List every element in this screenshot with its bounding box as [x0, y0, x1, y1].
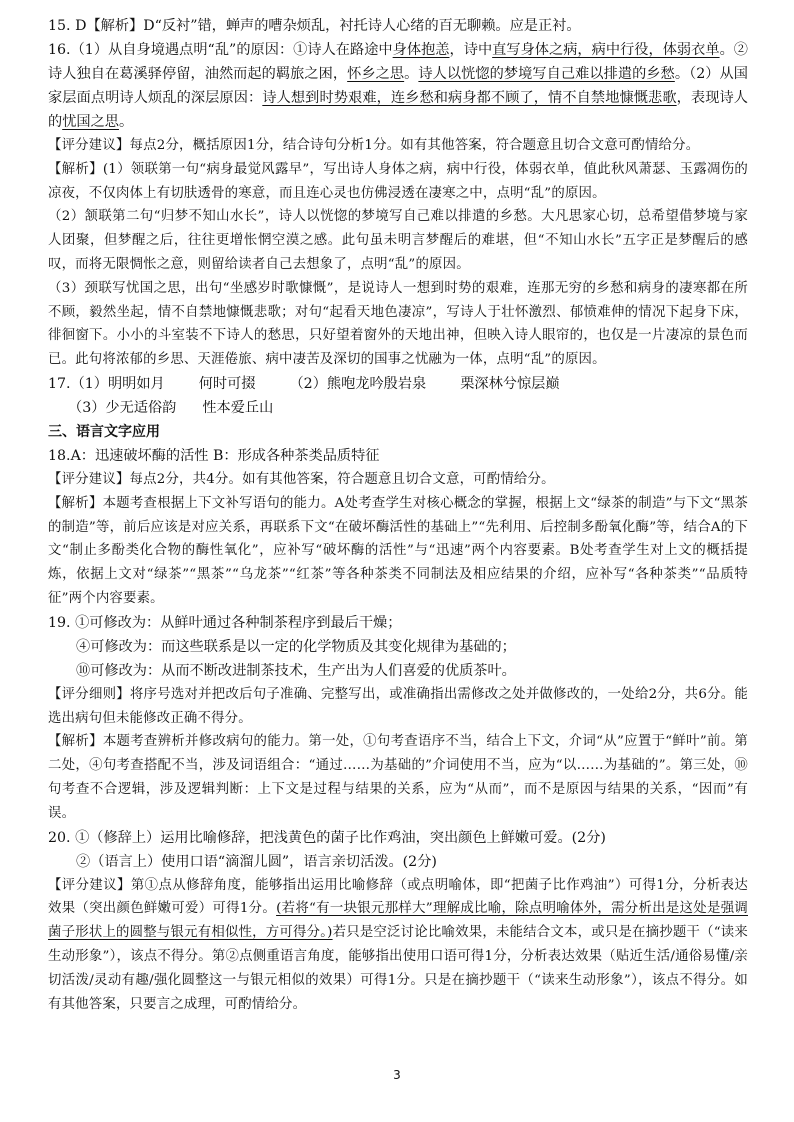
underlined-text: 身体抱恙 [392, 42, 450, 58]
answer-page [48, 14, 748, 1016]
q19-analysis: 【解析】本题考查辨析并修改病句的能力。第一处，①句考查语序不当，结合上下文，介词“从”应置于“鲜叶”前。第二处，④句考查搭配不当，涉及词语组合：“通过……为基础的”介词使用不当，应为“以……为基础的”。第三处，⑩句考查不合逻辑，涉及逻辑判断：上下文是过程与结果的关系，应为“从而”，而不是原因与结果的关系，“因而”有误。 [48, 734, 748, 821]
underlined-text: 诗人以恍惚的梦境写自己难以排遣的乡愁 [418, 66, 675, 82]
text: ，表现诗人的 [48, 90, 748, 130]
q15-answer: 15. D【解析】D“反衬”错，蝉声的嘈杂烦乱，衬托诗人心绪的百无聊赖。应是正衬。 [48, 18, 581, 34]
q16-analysis-2: （2）颔联第二句“归梦不知山水长”，诗人以恍惚的梦境写自己难以排遣的乡愁。大凡思家心切，总希望借梦境与家人团聚，但梦醒之后，往往更增怅惘空漠之感。此句虽未明言梦醒后的难堪，但“不知山水长”五字正是梦醒后的感叹，而将无限惆怅之意，则留给读者自己去想象了，点明“乱”的原因。 [48, 209, 748, 272]
q17-line-2 [48, 396, 748, 420]
page-number: 3 [393, 1068, 401, 1082]
text: 17.（1）明明如月 [48, 375, 165, 392]
text: 何时可掇 [198, 375, 256, 392]
q19-line-1: 19. ①可修改为：从鲜叶通过各种制茶程序到最后干燥； [48, 614, 402, 631]
q16-analysis-1: 【解析】(1）领联第一句“病身最觉风露早”，写出诗人身体之病，病中行役，体弱衣单，值此秋风萧瑟、玉露凋伤的凉夜，不仅肉体上有切肤透骨的寒意，而且连心灵也仿佛浸透在凄寒之中，点明“乱”的原因。 [48, 161, 748, 201]
q18-analysis: 【解析】本题考查根据上下文补写语句的能力。A处考查学生对核心概念的掌握，根据上文“绿茶的制造”与下文“黑茶的制造”等，前后应该是对应关系，再联系下文“在破坏酶活性的基础上”“先利用、后控制多酚氧化酶”等，结合A的下文“制止多酚类化合物的酶性氧化”，应补写“破坏酶的活性”与“迅速”两个内容要素。B处考查学生对上文的概括提炼，依据上文对“绿茶”“黑茶”“乌龙茶”“红茶”等各种茶类不同制法及相应结果的介绍，应补写“各种茶类”“品质特征”两个内容要素。 [48, 495, 748, 606]
text: （2）熊咆龙吟殷岩泉 [289, 375, 427, 392]
text: ，诗中 [449, 42, 493, 58]
q16-answer [48, 38, 748, 134]
text: （3）少无适俗韵 [68, 399, 177, 416]
underlined-text: (若将“有一块银元那样大”理解成比喻，除点明喻体外，需分析出是这处是强调菌子形状上的圆整与银元有相似性，方可得分。) [48, 901, 748, 941]
underlined-text: 忧国之思 [62, 114, 119, 130]
section-heading: 三、语言文字应用 [48, 423, 160, 440]
text: 。（2）从国家层面点明诗人烦乱的深层原因： [48, 66, 748, 106]
q17-line-1 [48, 372, 748, 396]
q18-answer: 18.A：迅速破坏酶的活性 B：形成各种茶类品质特征 [48, 447, 380, 464]
text: 。 [118, 114, 134, 130]
text: 性本爱丘山 [202, 399, 274, 416]
text: 。 [404, 66, 419, 82]
q16-scoring: 【评分建议】每点2分，概括原因1分，结合诗句分析1分。如有其他答案，符合题意且切合文意可酌情给分。 [48, 138, 700, 153]
text: 若只是空泛讨论比喻效果，未能结合文本，或只是在摘抄题干（“读来生动形象”），该点不得分。第②点侧重语言角度，能够指出使用口语可得1分，分析表达效果（贴近生活/通俗易懂/亲切活泼/灵动有趣/强化圆整这一与银元相似的效果）可得1分。只是在摘抄题干（“读来生动形象”），该点不得分。如有其他答案，只要言之成理，可酌情给分。 [48, 925, 748, 1012]
q20-line-1: 20. ①（修辞上）运用比喻修辞，把浅黄色的菌子比作鸡油，突出颜色上鲜嫩可爱。(2分) [48, 829, 606, 846]
q19-line-3: ⑩可修改为：从而不断改进制茶技术，生产出为人们喜爱的优质茶叶。 [76, 662, 516, 679]
text: 【评分建议】第①点从修辞角度，能够指出运用比喻修辞（或点明喻体，即“把菌子比作鸡油”）可得1分，分析表达效果（突出颜色鲜嫩可爱）可得1分。 [48, 877, 748, 917]
underlined-text: 直写身体之病，病中行役，体弱衣单 [492, 42, 720, 58]
q20-scoring [48, 874, 748, 1017]
q18-scoring: 【评分建议】每点2分，共4分。如有其他答案，符合题意且切合文意，可酌情给分。 [48, 471, 555, 487]
text: 16.（1）从自身境遇点明“乱”的原因：①诗人在路途中 [48, 42, 393, 58]
underlined-text: 诗人想到时势艰难，连乡愁和病身都不顾了，情不自禁地慷慨悲歌 [262, 90, 677, 106]
q19-scoring: 【评分细则】将序号选对并把改后句子准确、完整写出，或准确指出需修改之处并做修改的，一处给2分，共6分。能选出病句但未能修改正确不得分。 [48, 686, 748, 726]
text: 栗深林兮惊层巅 [460, 375, 560, 392]
q16-analysis-3: （3）颈联写忧国之思，出句“坐感岁时歌慷慨”，是说诗人一想到时势的艰难，连那无穷的乡愁和病身的凄寒都在所不顾，毅然坐起，情不自禁地慷慨悲歌；对句“起看天地色凄凉”，写诗人于壮怀激烈、郁愤难伸的情况下起身下床，徘徊窗下。小小的斗室装不下诗人的愁思，只好望着窗外的天地出神，但映入诗人眼帘的，也仅是一片凄凉的景色而已。此句将浓郁的乡思、天涯倦旅、病中凄苦及深切的国事之忧融为一体，点明“乱”的原因。 [48, 280, 748, 368]
underlined-text: 怀乡之思 [347, 66, 405, 82]
q19-line-2: ④可修改为：而这些联系是以一定的化学物质及其变化规律为基础的； [76, 638, 516, 655]
q20-line-2: ②（语言上）使用口语“滴溜儿圆”，语言亲切活泼。(2分) [76, 853, 437, 870]
text: 。②诗人独自在葛溪驿停留，油然而起的羁旅之困， [48, 42, 748, 82]
